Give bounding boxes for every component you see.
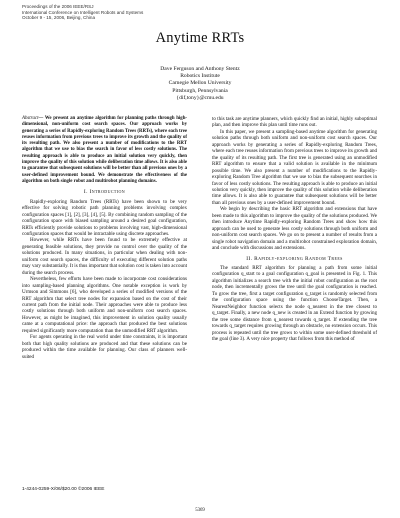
author-block: [0, 66, 400, 102]
paragraph: The standard RRT algorithm for planning a path from some initial configuration q_start to a goal configuration q_goal is presented in Fig. 1. This algorithm initializes a search tree with the initial robot configuration as the root node, then incrementally grows the tree until the goal configuration is reached. To grow the tree, first a target configuration q_target is randomly selected from the configuration space using the function ChooseTarget. Then, a NearestNeighbor function selects the node q_nearest in the tree closest to q_target. Finally, a new node q_new is created in an Extend function by growing the tree some distance from q_nearest towards q_target. If extending the tree towards q_target requires growing through an obstacle, no extension occurs. This process is repeated until the tree grows to within some user-defined threshold of the goal (line 3). A very nice property that follows from this method of: [212, 264, 377, 342]
author-email: {dif,tony}@cmu.edu: [176, 94, 224, 101]
paper-title: Anytime RRTs: [155, 30, 245, 46]
right-column: [212, 116, 377, 342]
paragraph: Rapidly-exploring Random Trees (RRTs) have been shown to be very effective for solving robotic path planning problems involving complex configuration spaces [1], [2], [3], [4], [5]. By combining random sampling of the configuration space with biased sampling around a desired goal configuration, RRTs efficiently provide solutions to problems involving vast, high-dimensional configuration spaces that would be intractable using discrete approaches.: [22, 198, 187, 237]
copyright-footer: 1-4244-0259-X/06/$20.00 ©2006 IEEE: [22, 487, 105, 492]
left-column: [22, 116, 187, 360]
section-heading-introduction: I. Introduction: [83, 189, 126, 196]
proceedings-line: Proceedings of the 2006 IEEE/RSJ: [22, 4, 94, 9]
paragraph: Nevertheless, few efforts have been made to incorporate cost considerations into sampling-based planning algorithms. One notable exception is work by Urmson and Simmons [6], who developed a series of modified versions of the RRT algorithm that select tree nodes for expansion based on the cost of their current path from the initial node. Their approaches were able to produce less costly solutions through both uniform and non-uniform cost search spaces. However, as might be imagined, this improvement in solution quality usually came at a computational price: the approach that produced the best solutions required significantly more computation than the unmodified RRT algorithm.: [22, 276, 187, 334]
paragraph: In this paper, we present a sampling-based anytime algorithm for generating solution paths through both uniform and non-uniform cost search spaces. Our approach works by generating a series of Rapidly-exploring Random Trees, where each tree reuses information from previous trees to improve its growth and the quality of its resulting path. The first tree is generated using an unmodified RRT algorithm to ensure that a valid solution is available in the minimum possible time. We also present a number of modifications to the Rapidly-exploring Random Tree algorithm that we use to bias the subsequent searches in favor of less costly solutions. The resulting approach is able to produce an initial solution very quickly, then improve the quality of this solution while deliberation time allows. It is also able to guarantee that subsequent solutions will be better than all previous ones by a user-defined improvement bound.: [212, 128, 377, 206]
proceedings-line: International Conference on Intelligent Robots and Systems: [22, 9, 144, 15]
paragraph: to this task are anytime planners, which quickly find an initial, highly suboptimal plan, and then improve this plan until time runs out.: [212, 116, 377, 129]
abstract-text: — We present an anytime algorithm for planning paths through high-dimensional, non-uniform cost search spaces. Our approach works by generating a series of Rapidly-exploring Random Trees (RRTs), where each tree reuses information from previous trees to improve its growth and the quality of its resulting path. We also present a number of modifications to the RRT algorithm that we use to bias the search in favor of less costly solutions. The resulting approach is able to produce an initial solution very quickly, then improve the quality of this solution while deliberation time allows. It is also able to guarantee that subsequent solutions will be better than all previous ones by a user-defined improvement bound. We demonstrate the effectiveness of the algorithm on both single robot and multirobot planning domains.: [22, 116, 187, 184]
section-heading-rrt: II. Rapidly-exploring Random Trees: [246, 255, 343, 262]
author-univ: Carnegie Mellon University: [168, 80, 232, 87]
paragraph: However, while RRTs have been found to be extremely effective at generating feasible solutions, they provide no control over the quality of the solutions produced. In many situations, in particular when dealing with non-uniform cost search spaces, the difficulty of executing different solution paths may vary substantially. It is thus important that solution cost is taken into account during the search process.: [22, 237, 187, 276]
abstract-label: Abstract: [22, 116, 39, 121]
paragraph: For agents operating in the real world under time constraints, it is important both that high quality solutions are produced and that these solutions can be produced within the time available for planning. Our class of planners well-suited: [22, 334, 187, 360]
proceedings-line: October 9 - 15, 2006, Beijing, China: [22, 15, 96, 21]
author-dept: Robotics Institute: [180, 73, 220, 80]
page-number: 5369: [195, 508, 205, 513]
author-city: Pittsburgh, Pennsylvania: [172, 87, 228, 94]
paragraph: We begin by describing the basic RRT algorithm and extensions that have been made to this algorithm to improve the quality of the solutions produced. We then introduce Anytime Rapidly-exploring Random Trees and show how this approach can be used to generate less costly solutions through both uniform and non-uniform cost search spaces. We go on to present a number of results from a single robot navigation domain and a multirobot constrained exploration domain, and conclude with discussions and extensions.: [212, 206, 377, 252]
abstract: [22, 116, 187, 185]
author-names: Dave Ferguson and Anthony Stentz: [160, 66, 240, 72]
proceedings-header: [22, 4, 143, 21]
